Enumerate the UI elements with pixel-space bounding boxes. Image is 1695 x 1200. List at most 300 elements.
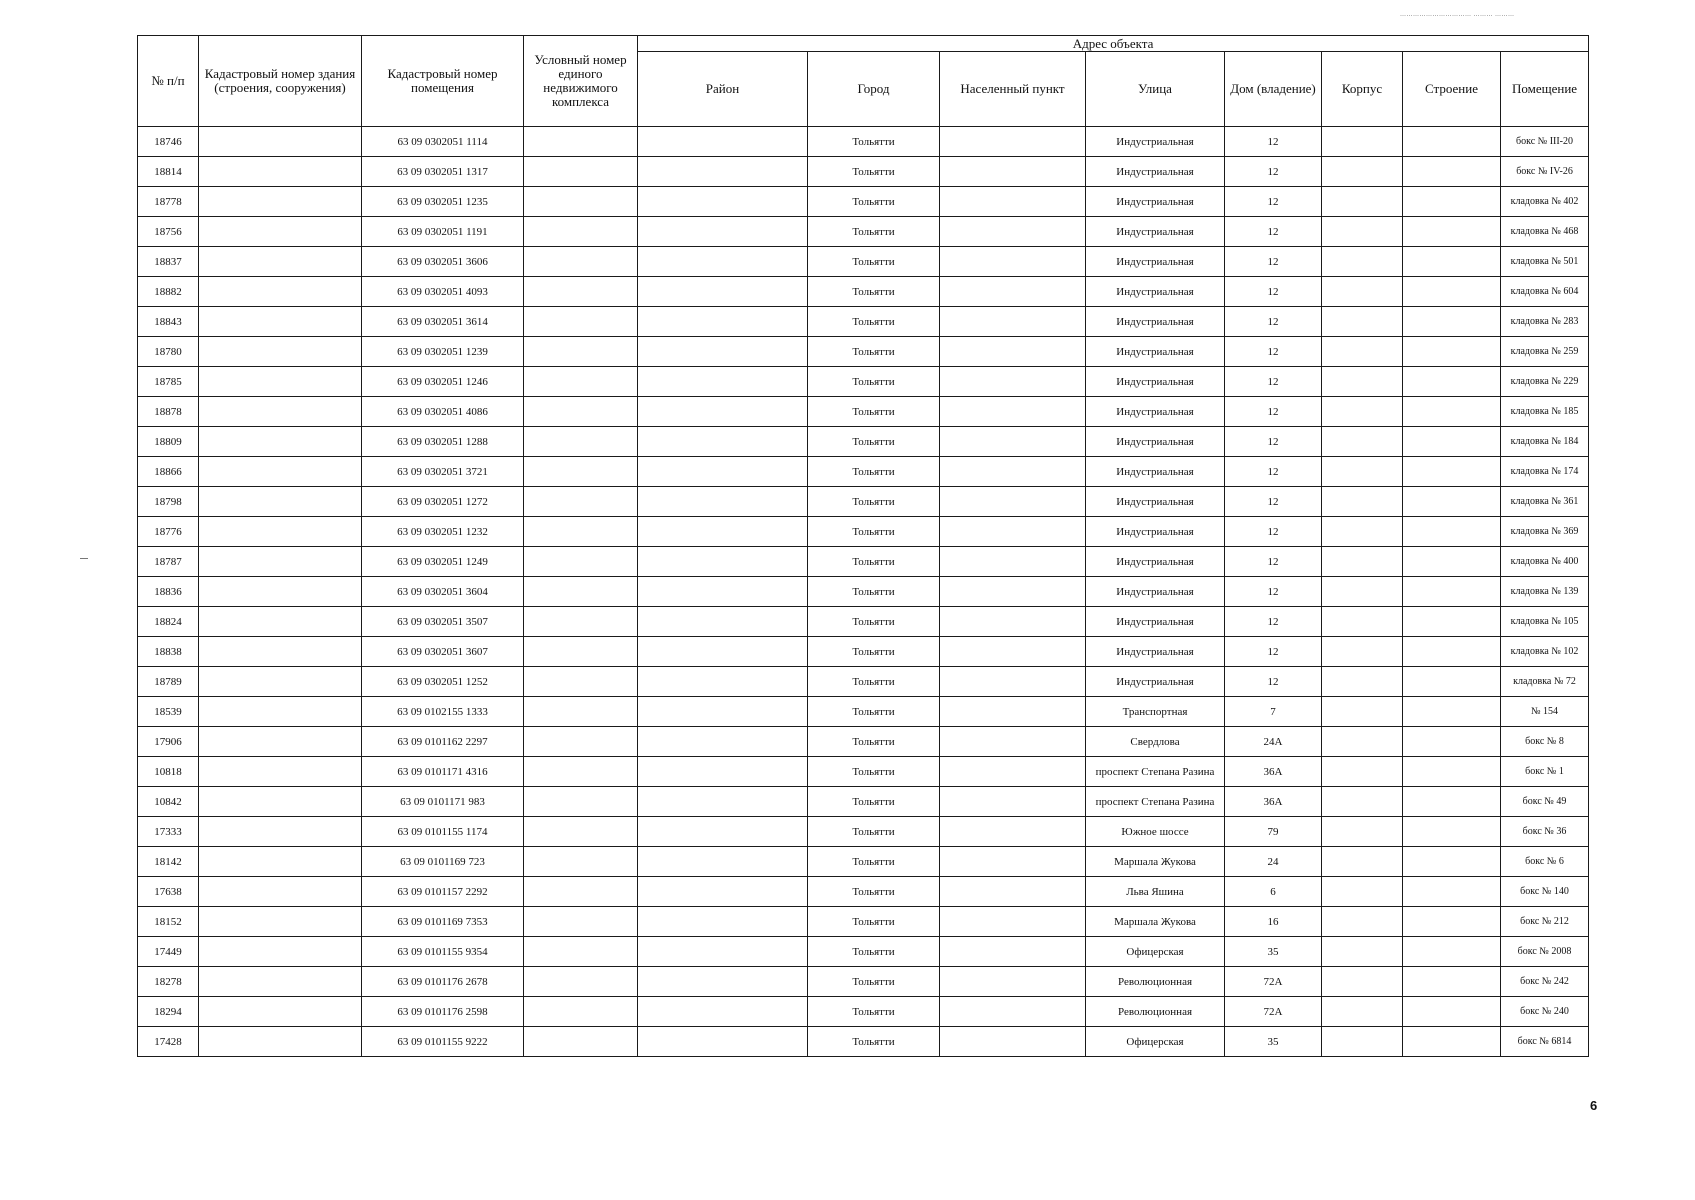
cell-city: Тольятти bbox=[808, 517, 940, 547]
cell-settlement bbox=[940, 517, 1086, 547]
table-row bbox=[138, 217, 1589, 247]
cell-num: 18789 bbox=[138, 667, 199, 697]
cell-building-cadastral bbox=[199, 937, 362, 967]
cell-building-cadastral bbox=[199, 607, 362, 637]
cell-district bbox=[638, 937, 808, 967]
cell-house: 36А bbox=[1225, 787, 1322, 817]
cell-house: 72А bbox=[1225, 967, 1322, 997]
cell-premises-cadastral: 63 09 0302051 3507 bbox=[362, 607, 524, 637]
cell-settlement bbox=[940, 577, 1086, 607]
cell-district bbox=[638, 907, 808, 937]
cell-city: Тольятти bbox=[808, 307, 940, 337]
cell-city: Тольятти bbox=[808, 577, 940, 607]
cell-house: 35 bbox=[1225, 937, 1322, 967]
cell-num: 18809 bbox=[138, 427, 199, 457]
cell-num: 18838 bbox=[138, 637, 199, 667]
cell-complex-number bbox=[524, 577, 638, 607]
cell-premises-cadastral: 63 09 0101171 4316 bbox=[362, 757, 524, 787]
cell-premises: бокс № 1 bbox=[1501, 757, 1589, 787]
cell-structure bbox=[1403, 577, 1501, 607]
cell-complex-number bbox=[524, 757, 638, 787]
cell-premises-cadastral: 63 09 0101176 2598 bbox=[362, 997, 524, 1027]
cell-complex-number bbox=[524, 997, 638, 1027]
cell-num: 17333 bbox=[138, 817, 199, 847]
cell-premises: № 154 bbox=[1501, 697, 1589, 727]
cell-district bbox=[638, 817, 808, 847]
cell-complex-number bbox=[524, 547, 638, 577]
cell-premises-cadastral: 63 09 0302051 3721 bbox=[362, 457, 524, 487]
cell-settlement bbox=[940, 397, 1086, 427]
table-row bbox=[138, 517, 1589, 547]
cell-building bbox=[1322, 367, 1403, 397]
cell-house: 35 bbox=[1225, 1027, 1322, 1057]
cell-settlement bbox=[940, 847, 1086, 877]
cell-city: Тольятти bbox=[808, 967, 940, 997]
cell-premises-cadastral: 63 09 0101171 983 bbox=[362, 787, 524, 817]
table-row bbox=[138, 727, 1589, 757]
cell-building bbox=[1322, 907, 1403, 937]
table-row bbox=[138, 877, 1589, 907]
cell-building-cadastral bbox=[199, 127, 362, 157]
table-row bbox=[138, 637, 1589, 667]
cell-num: 18778 bbox=[138, 187, 199, 217]
cell-premises: кладовка № 468 bbox=[1501, 217, 1589, 247]
cell-street: Индустриальная bbox=[1086, 397, 1225, 427]
cell-premises: бокс № 212 bbox=[1501, 907, 1589, 937]
cell-building-cadastral bbox=[199, 547, 362, 577]
col-header-building-cadastral: Кадастровый номер здания (строения, сооружения) bbox=[199, 36, 362, 127]
cell-premises: кладовка № 501 bbox=[1501, 247, 1589, 277]
cell-building-cadastral bbox=[199, 967, 362, 997]
table-row bbox=[138, 907, 1589, 937]
cell-structure bbox=[1403, 757, 1501, 787]
cell-building bbox=[1322, 307, 1403, 337]
cell-structure bbox=[1403, 487, 1501, 517]
cell-building-cadastral bbox=[199, 997, 362, 1027]
table-row bbox=[138, 337, 1589, 367]
cell-structure bbox=[1403, 697, 1501, 727]
cell-street: проспект Степана Разина bbox=[1086, 757, 1225, 787]
cell-building bbox=[1322, 517, 1403, 547]
cell-building-cadastral bbox=[199, 367, 362, 397]
cell-city: Тольятти bbox=[808, 157, 940, 187]
table-row bbox=[138, 187, 1589, 217]
cell-house: 36А bbox=[1225, 757, 1322, 787]
cell-premises: кладовка № 139 bbox=[1501, 577, 1589, 607]
cell-premises-cadastral: 63 09 0302051 1272 bbox=[362, 487, 524, 517]
cell-premises-cadastral: 63 09 0302051 3607 bbox=[362, 637, 524, 667]
cell-street: Транспортная bbox=[1086, 697, 1225, 727]
table-row bbox=[138, 487, 1589, 517]
table-row bbox=[138, 307, 1589, 337]
cell-complex-number bbox=[524, 127, 638, 157]
cell-premises: бокс № III-20 bbox=[1501, 127, 1589, 157]
cell-settlement bbox=[940, 337, 1086, 367]
cell-structure bbox=[1403, 907, 1501, 937]
cell-settlement bbox=[940, 817, 1086, 847]
cell-settlement bbox=[940, 937, 1086, 967]
cell-settlement bbox=[940, 457, 1086, 487]
cell-district bbox=[638, 877, 808, 907]
table-row bbox=[138, 247, 1589, 277]
cell-street: Индустриальная bbox=[1086, 367, 1225, 397]
cell-premises: бокс № 2008 bbox=[1501, 937, 1589, 967]
cell-district bbox=[638, 487, 808, 517]
cell-house: 6 bbox=[1225, 877, 1322, 907]
cell-district bbox=[638, 667, 808, 697]
cell-num: 18866 bbox=[138, 457, 199, 487]
table-row bbox=[138, 847, 1589, 877]
table-row bbox=[138, 607, 1589, 637]
cell-structure bbox=[1403, 817, 1501, 847]
cell-premises: кладовка № 259 bbox=[1501, 337, 1589, 367]
cell-num: 18278 bbox=[138, 967, 199, 997]
cell-complex-number bbox=[524, 457, 638, 487]
cell-building bbox=[1322, 487, 1403, 517]
table-row bbox=[138, 817, 1589, 847]
cell-structure bbox=[1403, 157, 1501, 187]
cell-building-cadastral bbox=[199, 187, 362, 217]
col-header-house: Дом (владение) bbox=[1225, 52, 1322, 127]
cell-building bbox=[1322, 607, 1403, 637]
cell-settlement bbox=[940, 1027, 1086, 1057]
col-header-structure: Строение bbox=[1403, 52, 1501, 127]
cell-house: 12 bbox=[1225, 247, 1322, 277]
cell-num: 18814 bbox=[138, 157, 199, 187]
cell-building bbox=[1322, 277, 1403, 307]
cell-structure bbox=[1403, 397, 1501, 427]
cell-complex-number bbox=[524, 967, 638, 997]
cell-premises: кладовка № 402 bbox=[1501, 187, 1589, 217]
cell-complex-number bbox=[524, 187, 638, 217]
cell-complex-number bbox=[524, 337, 638, 367]
cell-num: 18142 bbox=[138, 847, 199, 877]
cell-settlement bbox=[940, 607, 1086, 637]
cell-building-cadastral bbox=[199, 907, 362, 937]
cell-num: 18843 bbox=[138, 307, 199, 337]
cell-num: 18776 bbox=[138, 517, 199, 547]
cell-premises-cadastral: 63 09 0302051 3604 bbox=[362, 577, 524, 607]
cell-settlement bbox=[940, 667, 1086, 697]
cell-num: 18785 bbox=[138, 367, 199, 397]
cell-complex-number bbox=[524, 787, 638, 817]
cell-building bbox=[1322, 427, 1403, 457]
cell-structure bbox=[1403, 667, 1501, 697]
cell-building-cadastral bbox=[199, 817, 362, 847]
cell-house: 24 bbox=[1225, 847, 1322, 877]
cell-premises-cadastral: 63 09 0302051 4086 bbox=[362, 397, 524, 427]
cell-building-cadastral bbox=[199, 307, 362, 337]
cell-city: Тольятти bbox=[808, 607, 940, 637]
cell-settlement bbox=[940, 727, 1086, 757]
cell-street: Индустриальная bbox=[1086, 157, 1225, 187]
cell-structure bbox=[1403, 187, 1501, 217]
cell-num: 18798 bbox=[138, 487, 199, 517]
cell-premises-cadastral: 63 09 0101169 723 bbox=[362, 847, 524, 877]
cell-district bbox=[638, 967, 808, 997]
cell-house: 12 bbox=[1225, 367, 1322, 397]
table-row bbox=[138, 367, 1589, 397]
cell-house: 12 bbox=[1225, 397, 1322, 427]
cell-premises: кладовка № 604 bbox=[1501, 277, 1589, 307]
cell-num: 18780 bbox=[138, 337, 199, 367]
cell-settlement bbox=[940, 967, 1086, 997]
cell-district bbox=[638, 577, 808, 607]
table-row bbox=[138, 277, 1589, 307]
cell-building-cadastral bbox=[199, 757, 362, 787]
cell-building-cadastral bbox=[199, 667, 362, 697]
cell-building-cadastral bbox=[199, 457, 362, 487]
table-body bbox=[138, 127, 1589, 1057]
cell-city: Тольятти bbox=[808, 457, 940, 487]
cell-premises-cadastral: 63 09 0302051 1252 bbox=[362, 667, 524, 697]
cell-building-cadastral bbox=[199, 517, 362, 547]
cell-structure bbox=[1403, 337, 1501, 367]
cell-city: Тольятти bbox=[808, 127, 940, 157]
cell-building-cadastral bbox=[199, 337, 362, 367]
header-note: …………………………… ……… ……… bbox=[1400, 12, 1515, 18]
cell-building bbox=[1322, 577, 1403, 607]
cell-structure bbox=[1403, 547, 1501, 577]
table-row bbox=[138, 157, 1589, 187]
cell-premises: бокс № 6 bbox=[1501, 847, 1589, 877]
cell-premises: кладовка № 72 bbox=[1501, 667, 1589, 697]
cell-house: 12 bbox=[1225, 637, 1322, 667]
cell-building-cadastral bbox=[199, 397, 362, 427]
cell-num: 10842 bbox=[138, 787, 199, 817]
cell-building bbox=[1322, 967, 1403, 997]
cell-settlement bbox=[940, 307, 1086, 337]
cell-building bbox=[1322, 157, 1403, 187]
cell-premises-cadastral: 63 09 0302051 1317 bbox=[362, 157, 524, 187]
cell-district bbox=[638, 187, 808, 217]
cell-complex-number bbox=[524, 517, 638, 547]
cell-settlement bbox=[940, 367, 1086, 397]
cell-settlement bbox=[940, 997, 1086, 1027]
cell-house: 7 bbox=[1225, 697, 1322, 727]
cell-city: Тольятти bbox=[808, 187, 940, 217]
cell-street: Индустриальная bbox=[1086, 517, 1225, 547]
cell-city: Тольятти bbox=[808, 757, 940, 787]
cell-city: Тольятти bbox=[808, 937, 940, 967]
cell-settlement bbox=[940, 187, 1086, 217]
cell-building-cadastral bbox=[199, 577, 362, 607]
cell-premises-cadastral: 63 09 0101157 2292 bbox=[362, 877, 524, 907]
cell-num: 18746 bbox=[138, 127, 199, 157]
cell-city: Тольятти bbox=[808, 487, 940, 517]
cell-building bbox=[1322, 787, 1403, 817]
cell-structure bbox=[1403, 277, 1501, 307]
cell-premises: кладовка № 361 bbox=[1501, 487, 1589, 517]
cell-building bbox=[1322, 547, 1403, 577]
cell-house: 12 bbox=[1225, 277, 1322, 307]
cell-settlement bbox=[940, 787, 1086, 817]
page-number: 6 bbox=[1590, 1098, 1598, 1113]
cell-structure bbox=[1403, 877, 1501, 907]
cell-building-cadastral bbox=[199, 727, 362, 757]
cell-building bbox=[1322, 847, 1403, 877]
cell-premises: кладовка № 229 bbox=[1501, 367, 1589, 397]
cell-building bbox=[1322, 397, 1403, 427]
cell-house: 12 bbox=[1225, 217, 1322, 247]
cell-city: Тольятти bbox=[808, 697, 940, 727]
cell-settlement bbox=[940, 127, 1086, 157]
cell-building-cadastral bbox=[199, 877, 362, 907]
cell-street: Индустриальная bbox=[1086, 487, 1225, 517]
cell-settlement bbox=[940, 217, 1086, 247]
cell-complex-number bbox=[524, 367, 638, 397]
cell-complex-number bbox=[524, 247, 638, 277]
cell-district bbox=[638, 397, 808, 427]
cell-house: 12 bbox=[1225, 517, 1322, 547]
cell-premises: кладовка № 105 bbox=[1501, 607, 1589, 637]
cell-structure bbox=[1403, 457, 1501, 487]
table-header bbox=[138, 36, 1589, 127]
cell-structure bbox=[1403, 997, 1501, 1027]
cell-premises: кладовка № 400 bbox=[1501, 547, 1589, 577]
cell-city: Тольятти bbox=[808, 337, 940, 367]
cell-building bbox=[1322, 877, 1403, 907]
cell-street: Индустриальная bbox=[1086, 187, 1225, 217]
cell-district bbox=[638, 607, 808, 637]
table-row bbox=[138, 397, 1589, 427]
cell-premises: бокс № 8 bbox=[1501, 727, 1589, 757]
cell-num: 17428 bbox=[138, 1027, 199, 1057]
table-row bbox=[138, 667, 1589, 697]
cell-structure bbox=[1403, 937, 1501, 967]
cell-street: Индустриальная bbox=[1086, 637, 1225, 667]
cell-building-cadastral bbox=[199, 247, 362, 277]
cell-house: 12 bbox=[1225, 607, 1322, 637]
cell-num: 18837 bbox=[138, 247, 199, 277]
cell-settlement bbox=[940, 697, 1086, 727]
table-row bbox=[138, 787, 1589, 817]
cell-premises-cadastral: 63 09 0302051 3614 bbox=[362, 307, 524, 337]
cell-street: Революционная bbox=[1086, 997, 1225, 1027]
cell-building bbox=[1322, 937, 1403, 967]
cell-building-cadastral bbox=[199, 487, 362, 517]
cell-building bbox=[1322, 637, 1403, 667]
cell-street: Индустриальная bbox=[1086, 547, 1225, 577]
cell-street: Индустриальная bbox=[1086, 277, 1225, 307]
cell-house: 12 bbox=[1225, 427, 1322, 457]
cell-structure bbox=[1403, 217, 1501, 247]
cell-premises-cadastral: 63 09 0302051 3606 bbox=[362, 247, 524, 277]
cell-building-cadastral bbox=[199, 217, 362, 247]
cell-settlement bbox=[940, 487, 1086, 517]
cell-structure bbox=[1403, 727, 1501, 757]
cell-street: Маршала Жукова bbox=[1086, 907, 1225, 937]
cell-num: 18294 bbox=[138, 997, 199, 1027]
cell-house: 24А bbox=[1225, 727, 1322, 757]
cell-street: Индустриальная bbox=[1086, 337, 1225, 367]
cell-building-cadastral bbox=[199, 697, 362, 727]
cell-settlement bbox=[940, 277, 1086, 307]
cell-city: Тольятти bbox=[808, 907, 940, 937]
cell-settlement bbox=[940, 247, 1086, 277]
cell-complex-number bbox=[524, 157, 638, 187]
cell-structure bbox=[1403, 517, 1501, 547]
cell-building bbox=[1322, 727, 1403, 757]
cell-district bbox=[638, 157, 808, 187]
cell-house: 12 bbox=[1225, 127, 1322, 157]
cell-settlement bbox=[940, 637, 1086, 667]
cell-house: 12 bbox=[1225, 337, 1322, 367]
cell-settlement bbox=[940, 547, 1086, 577]
cell-district bbox=[638, 337, 808, 367]
cell-num: 18539 bbox=[138, 697, 199, 727]
cell-street: Офицерская bbox=[1086, 937, 1225, 967]
cell-complex-number bbox=[524, 847, 638, 877]
cell-street: Южное шоссе bbox=[1086, 817, 1225, 847]
cell-city: Тольятти bbox=[808, 847, 940, 877]
cell-settlement bbox=[940, 907, 1086, 937]
cell-premises: бокс № 6814 bbox=[1501, 1027, 1589, 1057]
cell-complex-number bbox=[524, 1027, 638, 1057]
cell-house: 12 bbox=[1225, 307, 1322, 337]
col-group-address: Адрес объекта bbox=[638, 36, 1589, 52]
cell-building-cadastral bbox=[199, 787, 362, 817]
cell-city: Тольятти bbox=[808, 547, 940, 577]
table-row bbox=[138, 457, 1589, 487]
cell-num: 18756 bbox=[138, 217, 199, 247]
cell-house: 12 bbox=[1225, 457, 1322, 487]
col-header-city: Город bbox=[808, 52, 940, 127]
cell-complex-number bbox=[524, 877, 638, 907]
cell-street: Индустриальная bbox=[1086, 457, 1225, 487]
cell-settlement bbox=[940, 757, 1086, 787]
cell-district bbox=[638, 697, 808, 727]
cell-complex-number bbox=[524, 397, 638, 427]
cell-city: Тольятти bbox=[808, 727, 940, 757]
cell-structure bbox=[1403, 847, 1501, 877]
cell-city: Тольятти bbox=[808, 877, 940, 907]
cell-street: Свердлова bbox=[1086, 727, 1225, 757]
cell-complex-number bbox=[524, 727, 638, 757]
table-row bbox=[138, 697, 1589, 727]
cell-house: 79 bbox=[1225, 817, 1322, 847]
cell-city: Тольятти bbox=[808, 397, 940, 427]
cell-building bbox=[1322, 217, 1403, 247]
cell-premises-cadastral: 63 09 0101155 1174 bbox=[362, 817, 524, 847]
cell-district bbox=[638, 217, 808, 247]
col-header-premises: Помещение bbox=[1501, 52, 1589, 127]
cell-house: 12 bbox=[1225, 547, 1322, 577]
cell-premises: бокс № IV-26 bbox=[1501, 157, 1589, 187]
cell-premises-cadastral: 63 09 0101169 7353 bbox=[362, 907, 524, 937]
cell-street: Индустриальная bbox=[1086, 427, 1225, 457]
cell-district bbox=[638, 1027, 808, 1057]
col-header-complex-number: Условный номер единого недвижимого комплекса bbox=[524, 36, 638, 127]
cell-num: 18882 bbox=[138, 277, 199, 307]
cell-street: Льва Яшина bbox=[1086, 877, 1225, 907]
cell-premises: бокс № 140 bbox=[1501, 877, 1589, 907]
cell-district bbox=[638, 127, 808, 157]
cell-city: Тольятти bbox=[808, 427, 940, 457]
cell-building bbox=[1322, 457, 1403, 487]
cell-premises-cadastral: 63 09 0101162 2297 bbox=[362, 727, 524, 757]
cell-street: Офицерская bbox=[1086, 1027, 1225, 1057]
cell-complex-number bbox=[524, 637, 638, 667]
cell-num: 18152 bbox=[138, 907, 199, 937]
cell-premises: кладовка № 283 bbox=[1501, 307, 1589, 337]
cell-street: Маршала Жукова bbox=[1086, 847, 1225, 877]
cell-district bbox=[638, 787, 808, 817]
cell-complex-number bbox=[524, 217, 638, 247]
table-row bbox=[138, 1027, 1589, 1057]
cell-house: 12 bbox=[1225, 667, 1322, 697]
cell-premises: бокс № 242 bbox=[1501, 967, 1589, 997]
